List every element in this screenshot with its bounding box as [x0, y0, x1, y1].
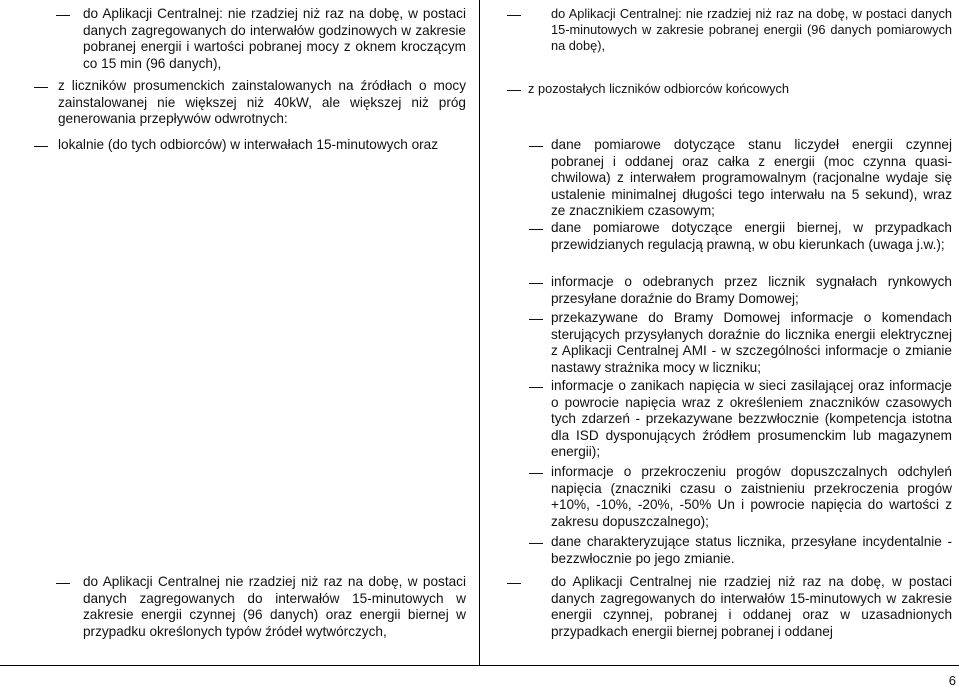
left-bullet-3 — [0, 137, 479, 177]
right-subitem-5 — [479, 378, 959, 464]
right-subitem-1 — [479, 137, 959, 221]
left-bullet-2-text: z liczników prosumenckich zainstalowanych na źródłach o mocy zainstalowanej nie większej niż 40kW, ale większej niż próg generowania przepływów odwrotnych: — [58, 78, 466, 127]
right-subitem-1-text: dane pomiarowe dotyczące stanu liczydeł energii czynnej pobranej i oddanej oraz całka z energii (moc czynna quasi-chwilowa) z interwałem programowalnym (racjonalne wydaje się ustalenie minimalnej długości tego interwału na 5 sekund), wraz ze znacznikiem czasowym; — [551, 137, 952, 219]
bottom-rule — [0, 665, 959, 666]
dash-marker — [529, 319, 543, 320]
dash-marker — [56, 15, 70, 16]
right-subitem-4 — [479, 310, 959, 378]
dash-marker — [529, 473, 543, 474]
right-subitem-5-text: informacje o zanikach napięcia w sieci zasilającej oraz informacje o powrocie napięcia wraz z określeniem znaczników czasowych tych zdarzeń - przekazywane bezzwłocznie (kompetencja istotna dla ISD dysponujących źródłem prosumenckim lub magazynem energii); — [551, 378, 952, 460]
right-bullet-3-text: do Aplikacji Centralnej nie rzadziej niż raz na dobę, w postaci danych zagregowanych do interwałów 15-minutowych w zakresie energii czynnej, pobranej i oddanej oraz w uzasadnionych przypadkach energii biernej pobranej i oddanej — [551, 574, 952, 639]
right-bullet-2-text: z pozostałych liczników odbiorców końcowych — [528, 81, 790, 96]
right-subitem-2-text: dane pomiarowe dotyczące energii biernej, w przypadkach przewidzianych regulacją prawną, w obu kierunkach (uwaga j.w.); — [551, 220, 952, 252]
right-subitem-7 — [479, 534, 959, 570]
dash-marker — [529, 146, 543, 147]
dash-marker — [529, 229, 543, 230]
left-bullet-1 — [0, 6, 479, 76]
right-subitem-7-text: dane charakteryzujące status licznika, przesyłane incydentalnie - bezzwłocznie po jego zmianie. — [551, 534, 952, 566]
left-bullet-3-text: lokalnie (do tych odbiorców) w interwałach 15-minutowych oraz — [58, 137, 439, 152]
right-bullet-2 — [479, 81, 959, 101]
right-subitem-6 — [479, 464, 959, 532]
dash-marker — [529, 543, 543, 544]
right-bullet-1-text: do Aplikacji Centralnej: nie rzadziej niż raz na dobę, w postaci danych 15-minutowych w zakresie pobranej energii (96 danych pomiarowych na dobę), — [551, 6, 952, 53]
right-subitem-4-text: przekazywane do Bramy Domowej informacje o komendach sterujących przysyłanych doraźnie do licznika energii elektrycznej z Aplikacji Centralnej AMI - w szczególności informacje o zmianie nastawy strażnika mocy w liczniku; — [551, 310, 952, 375]
right-bullet-3 — [479, 574, 959, 664]
right-subitem-2 — [479, 220, 959, 272]
left-bullet-1-text: do Aplikacji Centralnej: nie rzadziej niż raz na dobę, w postaci danych zagregowanych do interwałów godzinowych w zakresie pobranej energii i wartości pobranej mocy z oknem kroczącym co 15 min (96 danych), — [83, 6, 466, 71]
dash-marker — [507, 90, 521, 91]
right-subitem-3 — [479, 274, 959, 310]
right-subitem-6-text: informacje o przekroczeniu progów dopuszczalnych odchyleń napięcia (znaczniki czasu o zaistnieniu przekroczenia progów +10%, -10%, -20%, -50% Un i powrocie napięcia do wartości z zakresu dopuszczalnego); — [551, 464, 952, 529]
right-subitem-3-text: informacje o odebranych przez licznik sygnałach rynkowych przesyłane doraźnie do Bramy Domowej; — [551, 274, 952, 306]
page-number: 6 — [948, 673, 956, 688]
right-bullet-1 — [479, 6, 959, 62]
dash-marker — [34, 87, 48, 88]
dash-marker — [56, 583, 70, 584]
dash-marker — [529, 283, 543, 284]
left-bullet-2 — [0, 78, 479, 138]
left-bullet-4-text: do Aplikacji Centralnej nie rzadziej niż raz na dobę, w postaci danych zagregowanych do interwałów 15-minutowych w zakresie energii czynnej (96 danych) oraz energii biernej w przypadku określonych typów źródeł wytwórczych, — [83, 574, 466, 639]
dash-marker — [507, 15, 521, 16]
dash-marker — [507, 583, 521, 584]
dash-marker — [529, 387, 543, 388]
dash-marker — [34, 146, 48, 147]
left-bullet-4 — [0, 574, 479, 664]
